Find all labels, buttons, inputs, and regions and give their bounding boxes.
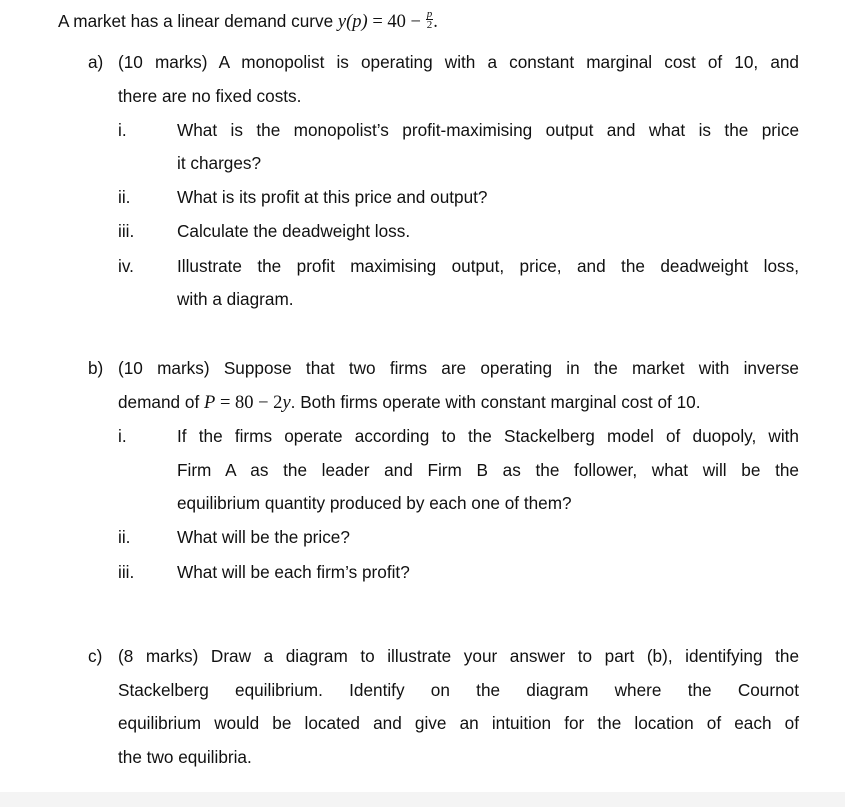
part-a-label: a): [88, 52, 104, 72]
part-a-line-1: (10 marks) A monopolist is operating with a constant marginal cost of 10, and: [118, 52, 799, 72]
part-a-item-iv-line-2: with a diagram.: [177, 289, 294, 309]
part-a-item-i-line-1: What is the monopolist’s profit-maximising output and what is the price: [177, 120, 799, 140]
part-b-line-2: demand of P = 80 − 2y. Both firms operate with constant marginal cost of 10.: [118, 392, 701, 413]
part-b-line-1: (10 marks) Suppose that two firms are operating in the market with inverse: [118, 358, 799, 378]
part-b-item-i-line-1: If the firms operate according to the Stackelberg model of duopoly, with: [177, 426, 799, 446]
part-b-label: b): [88, 358, 104, 378]
part-c-line-4: the two equilibria.: [118, 747, 252, 767]
p-over-2-fraction: $\frac{p}{2}$: [426, 7, 433, 31]
part-a-item-num: i.: [118, 120, 127, 140]
part-c-line-1: (8 marks) Draw a diagram to illustrate your answer to part (b), identifying the: [118, 646, 799, 666]
part-b-item-iii: What will be each firm’s profit?: [177, 562, 410, 582]
part-a-item-i-line-2: it charges?: [177, 153, 262, 173]
part-c-line-3: equilibrium would be located and give an intuition for the location of each of: [118, 713, 799, 733]
inverse-demand-equation: = 80 − 2: [215, 393, 283, 413]
part-b-item-num: i.: [118, 426, 127, 446]
part-b-item-i-line-3: equilibrium quantity produced by each one of them?: [177, 493, 572, 513]
part-a-item-num: ii.: [118, 187, 131, 207]
part-a-item-num: iii.: [118, 221, 135, 241]
part-a-line-2: there are no fixed costs.: [118, 86, 302, 106]
part-a-item-num: iv.: [118, 256, 134, 276]
part-c-line-2: Stackelberg equilibrium. Identify on the diagram where the Cournot: [118, 680, 799, 700]
intro-line: A market has a linear demand curve y(p) = 40 − $\frac{p}{2}$ .: [58, 7, 438, 32]
part-a-item-iii: Calculate the deadweight loss.: [177, 221, 411, 241]
intro-text: A market has a linear demand curve: [58, 11, 338, 31]
inverse-demand-p: P: [204, 393, 216, 413]
page-bottom-edge: [0, 792, 845, 807]
part-b-item-i-line-2: Firm A as the leader and Firm B as the follower, what will be the: [177, 460, 799, 480]
part-a-item-ii: What is its profit at this price and output?: [177, 187, 488, 207]
part-b-item-num: iii.: [118, 562, 135, 582]
part-b-item-num: ii.: [118, 527, 131, 547]
part-a-item-iv-line-1: Illustrate the profit maximising output, price, and the deadweight loss,: [177, 256, 799, 276]
part-c-label: c): [88, 646, 103, 666]
part-b-item-ii: What will be the price?: [177, 527, 350, 547]
demand-function: y(p): [337, 12, 368, 32]
demand-equation: = 40 −: [367, 12, 421, 32]
